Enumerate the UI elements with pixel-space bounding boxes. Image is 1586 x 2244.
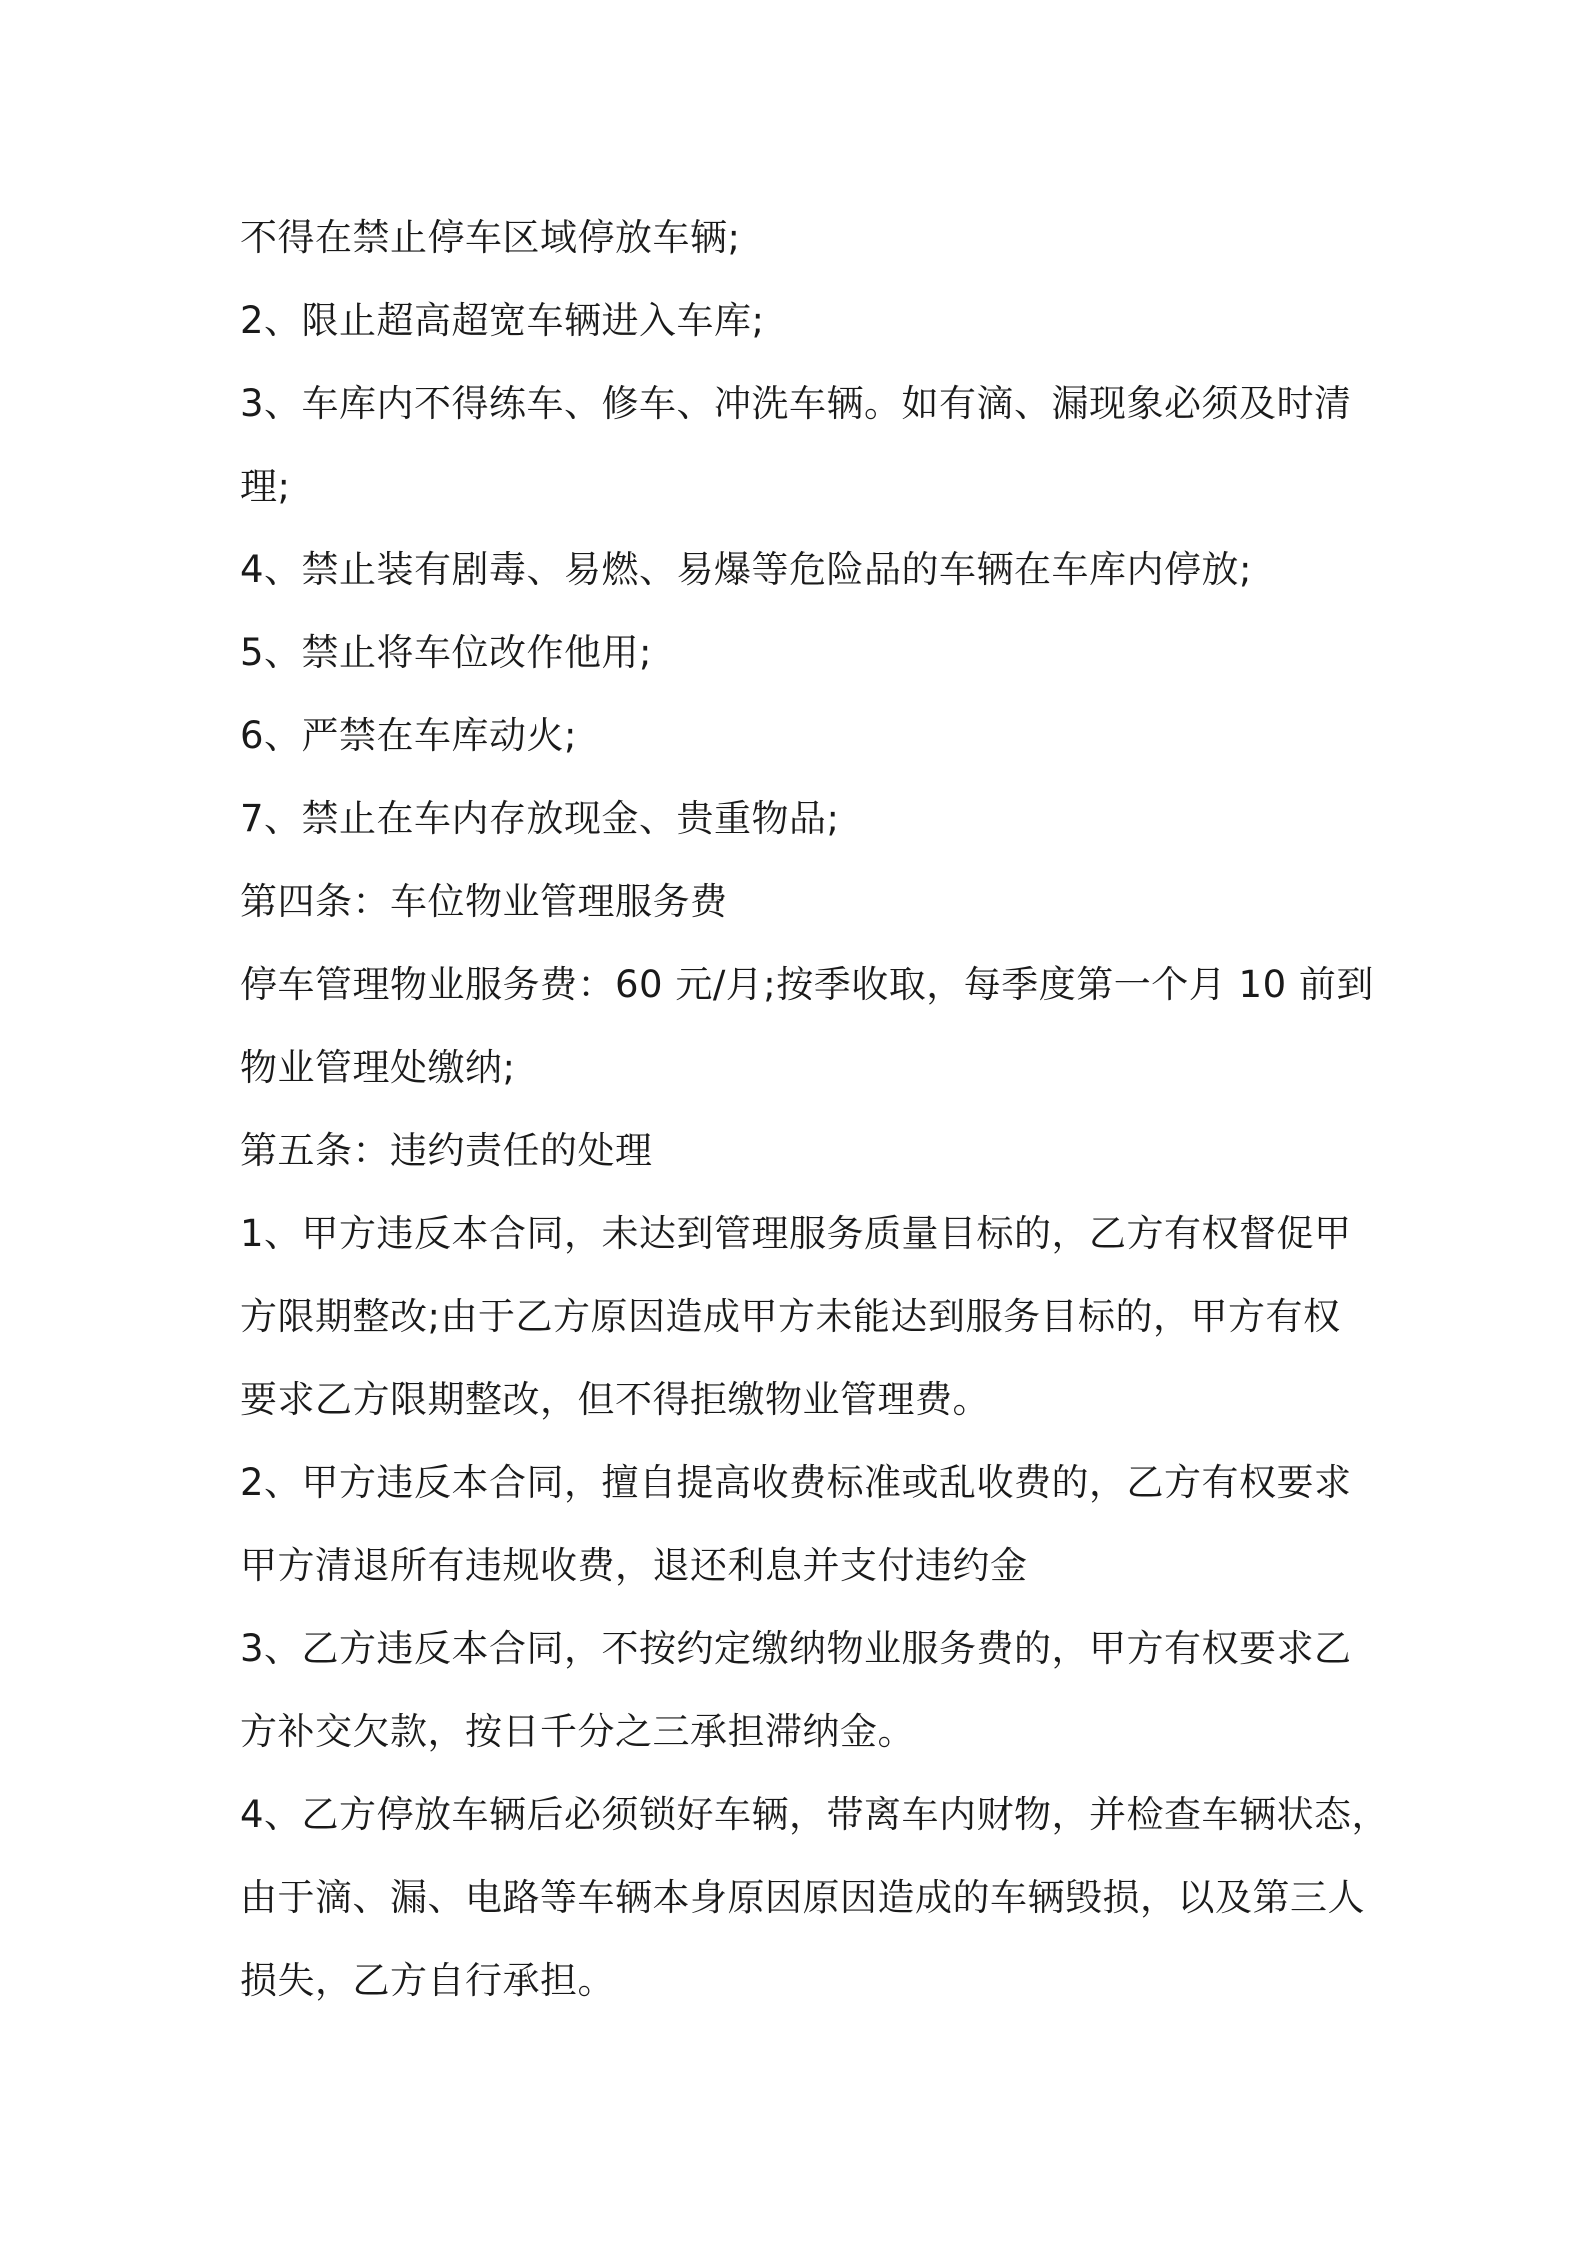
- text-line-22: 损失，乙方自行承担。: [240, 1959, 615, 2002]
- text-line-18: 3、乙方违反本合同，不按约定缴纳物业服务费的，甲方有权要求乙: [240, 1627, 1352, 1670]
- text-line-19: 方补交欠款，按日千分之三承担滞纳金。: [240, 1710, 915, 1753]
- text-line-1: 不得在禁止停车区域停放车辆;: [240, 216, 741, 259]
- text-line-4: 理;: [240, 465, 291, 508]
- text-line-13: 1、甲方违反本合同，未达到管理服务质量目标的，乙方有权督促甲: [240, 1212, 1352, 1255]
- section-heading-article-4: 第四条：车位物业管理服务费: [240, 880, 728, 923]
- text-line-14: 方限期整改;由于乙方原因造成甲方未能达到服务目标的，甲方有权: [240, 1295, 1341, 1338]
- text-line-16: 2、甲方违反本合同，擅自提高收费标准或乱收费的，乙方有权要求: [240, 1461, 1352, 1504]
- text-line-6: 5、禁止将车位改作他用;: [240, 631, 653, 674]
- text-line-5: 4、禁止装有剧毒、易燃、易爆等危险品的车辆在车库内停放;: [240, 548, 1253, 591]
- section-heading-article-5: 第五条：违约责任的处理: [240, 1129, 653, 1172]
- text-line-10: 停车管理物业服务费：60 元/月;按季收取，每季度第一个月 10 前到: [240, 963, 1374, 1006]
- text-line-3: 3、车库内不得练车、修车、冲洗车辆。如有滴、漏现象必须及时清: [240, 382, 1352, 425]
- text-line-8: 7、禁止在车内存放现金、贵重物品;: [240, 797, 840, 840]
- document-body: [240, 196, 1390, 2022]
- text-line-11: 物业管理处缴纳;: [240, 1046, 516, 1089]
- text-line-20: 4、乙方停放车辆后必须锁好车辆，带离车内财物，并检查车辆状态，: [240, 1793, 1390, 1836]
- text-line-7: 6、严禁在车库动火;: [240, 714, 578, 757]
- text-line-15: 要求乙方限期整改，但不得拒缴物业管理费。: [240, 1378, 990, 1421]
- text-line-2: 2、限止超高超宽车辆进入车库;: [240, 299, 765, 342]
- text-line-17: 甲方清退所有违规收费，退还利息并支付违约金: [240, 1544, 1028, 1587]
- text-line-21: 由于滴、漏、电路等车辆本身原因原因造成的车辆毁损，以及第三人: [240, 1876, 1365, 1919]
